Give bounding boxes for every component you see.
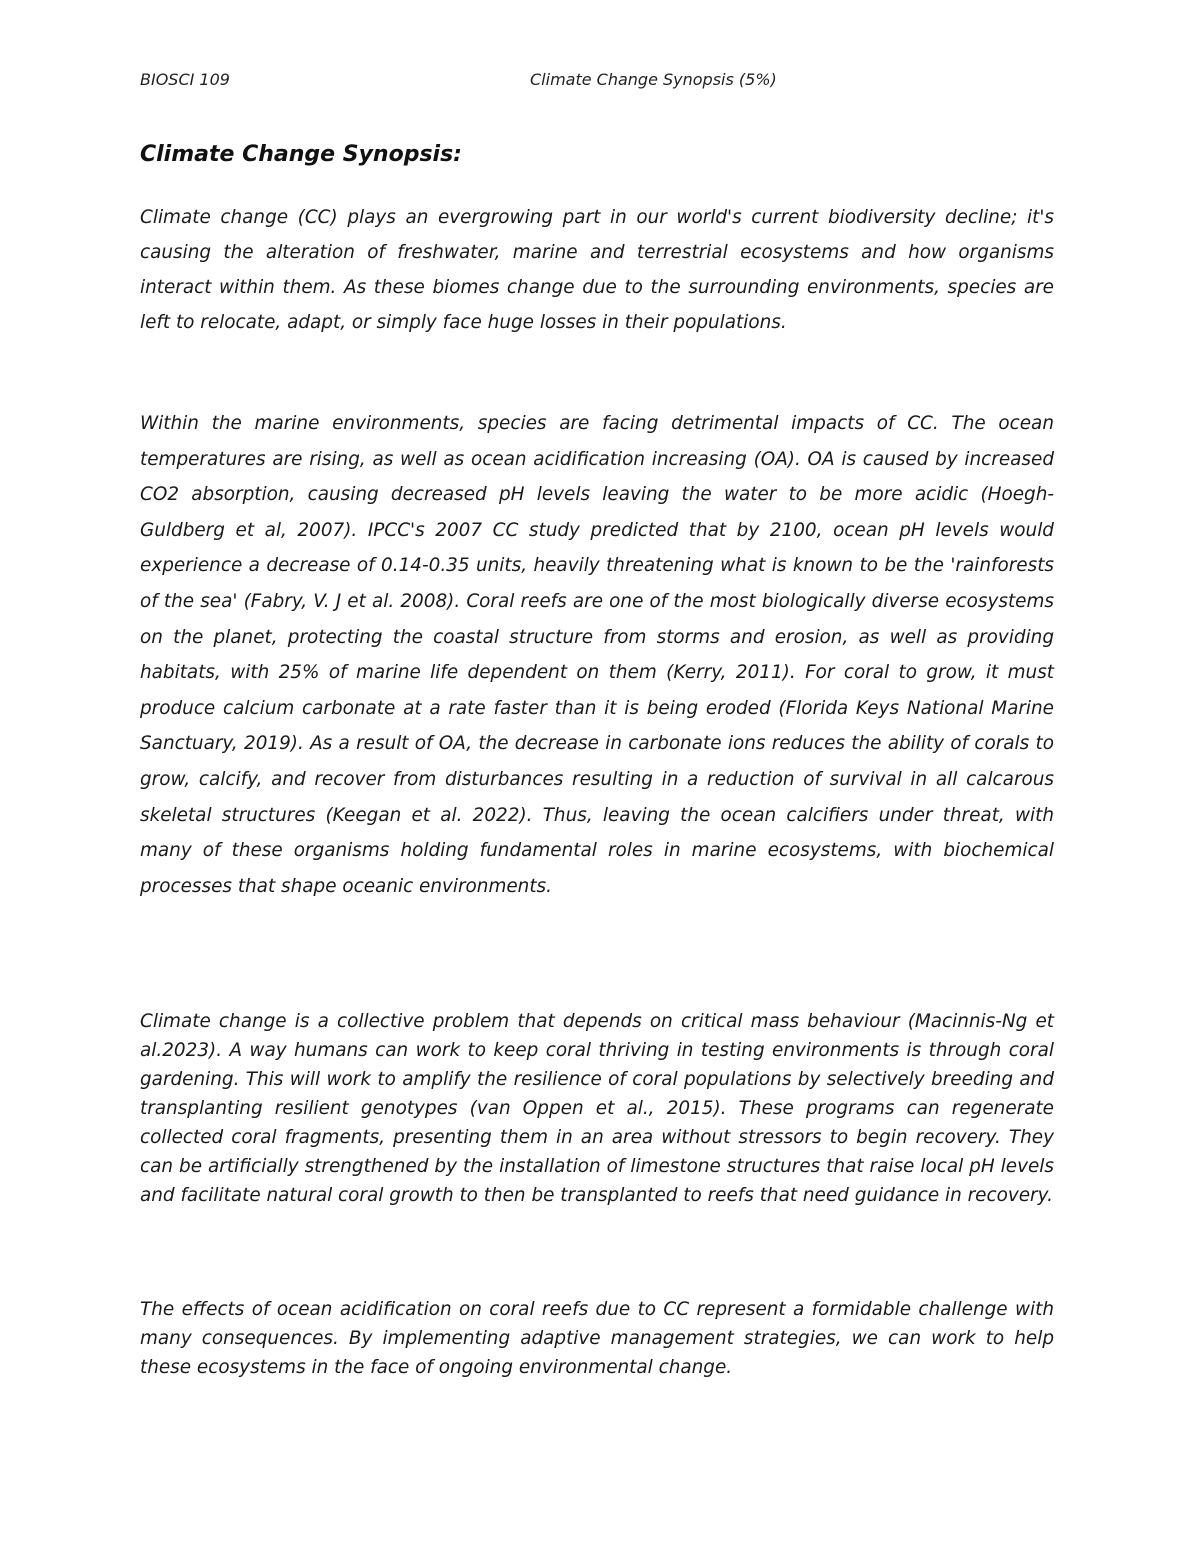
paragraph-conclusion: The effects of ocean acidification on coral reefs due to CC represent a formidable challenge with many consequences. By implementing adaptive management strategies, we can work to help these ecosystems in the face of ongoing environmental change.	[140, 1299, 1054, 1378]
paragraph-intro: Climate change (CC) plays an evergrowing part in our world's current biodiversity decline; it's causing the alteration of freshwater, marine and terrestrial ecosystems and how organisms interact within them. As these biomes change due to the surrounding environments, species are left to relocate, adapt, or simply face huge losses in their populations.	[140, 207, 1054, 333]
document-title: Climate Change Synopsis:	[140, 142, 462, 167]
paragraph-coral-gardening: Climate change is a collective problem that depends on critical mass behaviour (Macinnis-Ng et al.2023). A way humans can work to keep coral thriving in testing environments is through coral gardening. This will work to amplify the resilience of coral populations by selectively breeding and transplanting resilient genotypes (van Oppen et al., 2015). These programs can regenerate collected coral fragments, presenting them in an area without stressors to begin recovery. They can be artificially strengthened by the installation of limestone structures that raise local pH levels and facilitate natural coral growth to then be transplanted to reefs that need guidance in recovery.	[140, 1011, 1054, 1206]
page-header	[140, 70, 1060, 94]
assignment-name: Climate Change Synopsis (5%)	[530, 70, 777, 89]
course-code: BIOSCI 109	[140, 70, 230, 89]
paragraph-marine-impacts: Within the marine environments, species are facing detrimental impacts of CC. The ocean temperatures are rising, as well as ocean acidification increasing (OA). OA is caused by increased CO2 absorption, causing decreased pH levels leaving the water to be more acidic (Hoegh-Guldberg et al, 2007). IPCC's 2007 CC study predicted that by 2100, ocean pH levels would experience a decrease of 0.14-0.35 units, heavily threatening what is known to be the 'rainforests of the sea' (Fabry, V. J et al. 2008). Coral reefs are one of the most biologically diverse ecosystems on the planet, protecting the coastal structure from storms and erosion, as well as providing habitats, with 25% of marine life dependent on them (Kerry, 2011). For coral to grow, it must produce calcium carbonate at a rate faster than it is being eroded (Florida Keys National Marine Sanctuary, 2019). As a result of OA, the decrease in carbonate ions reduces the ability of corals to grow, calcify, and recover from disturbances resulting in a reduction of survival in all calcarous skeletal structures (Keegan et al. 2022). Thus, leaving the ocean calcifiers under threat, with many of these organisms holding fundamental roles in marine ecosystems, with biochemical processes that shape oceanic environments.	[140, 413, 1054, 897]
